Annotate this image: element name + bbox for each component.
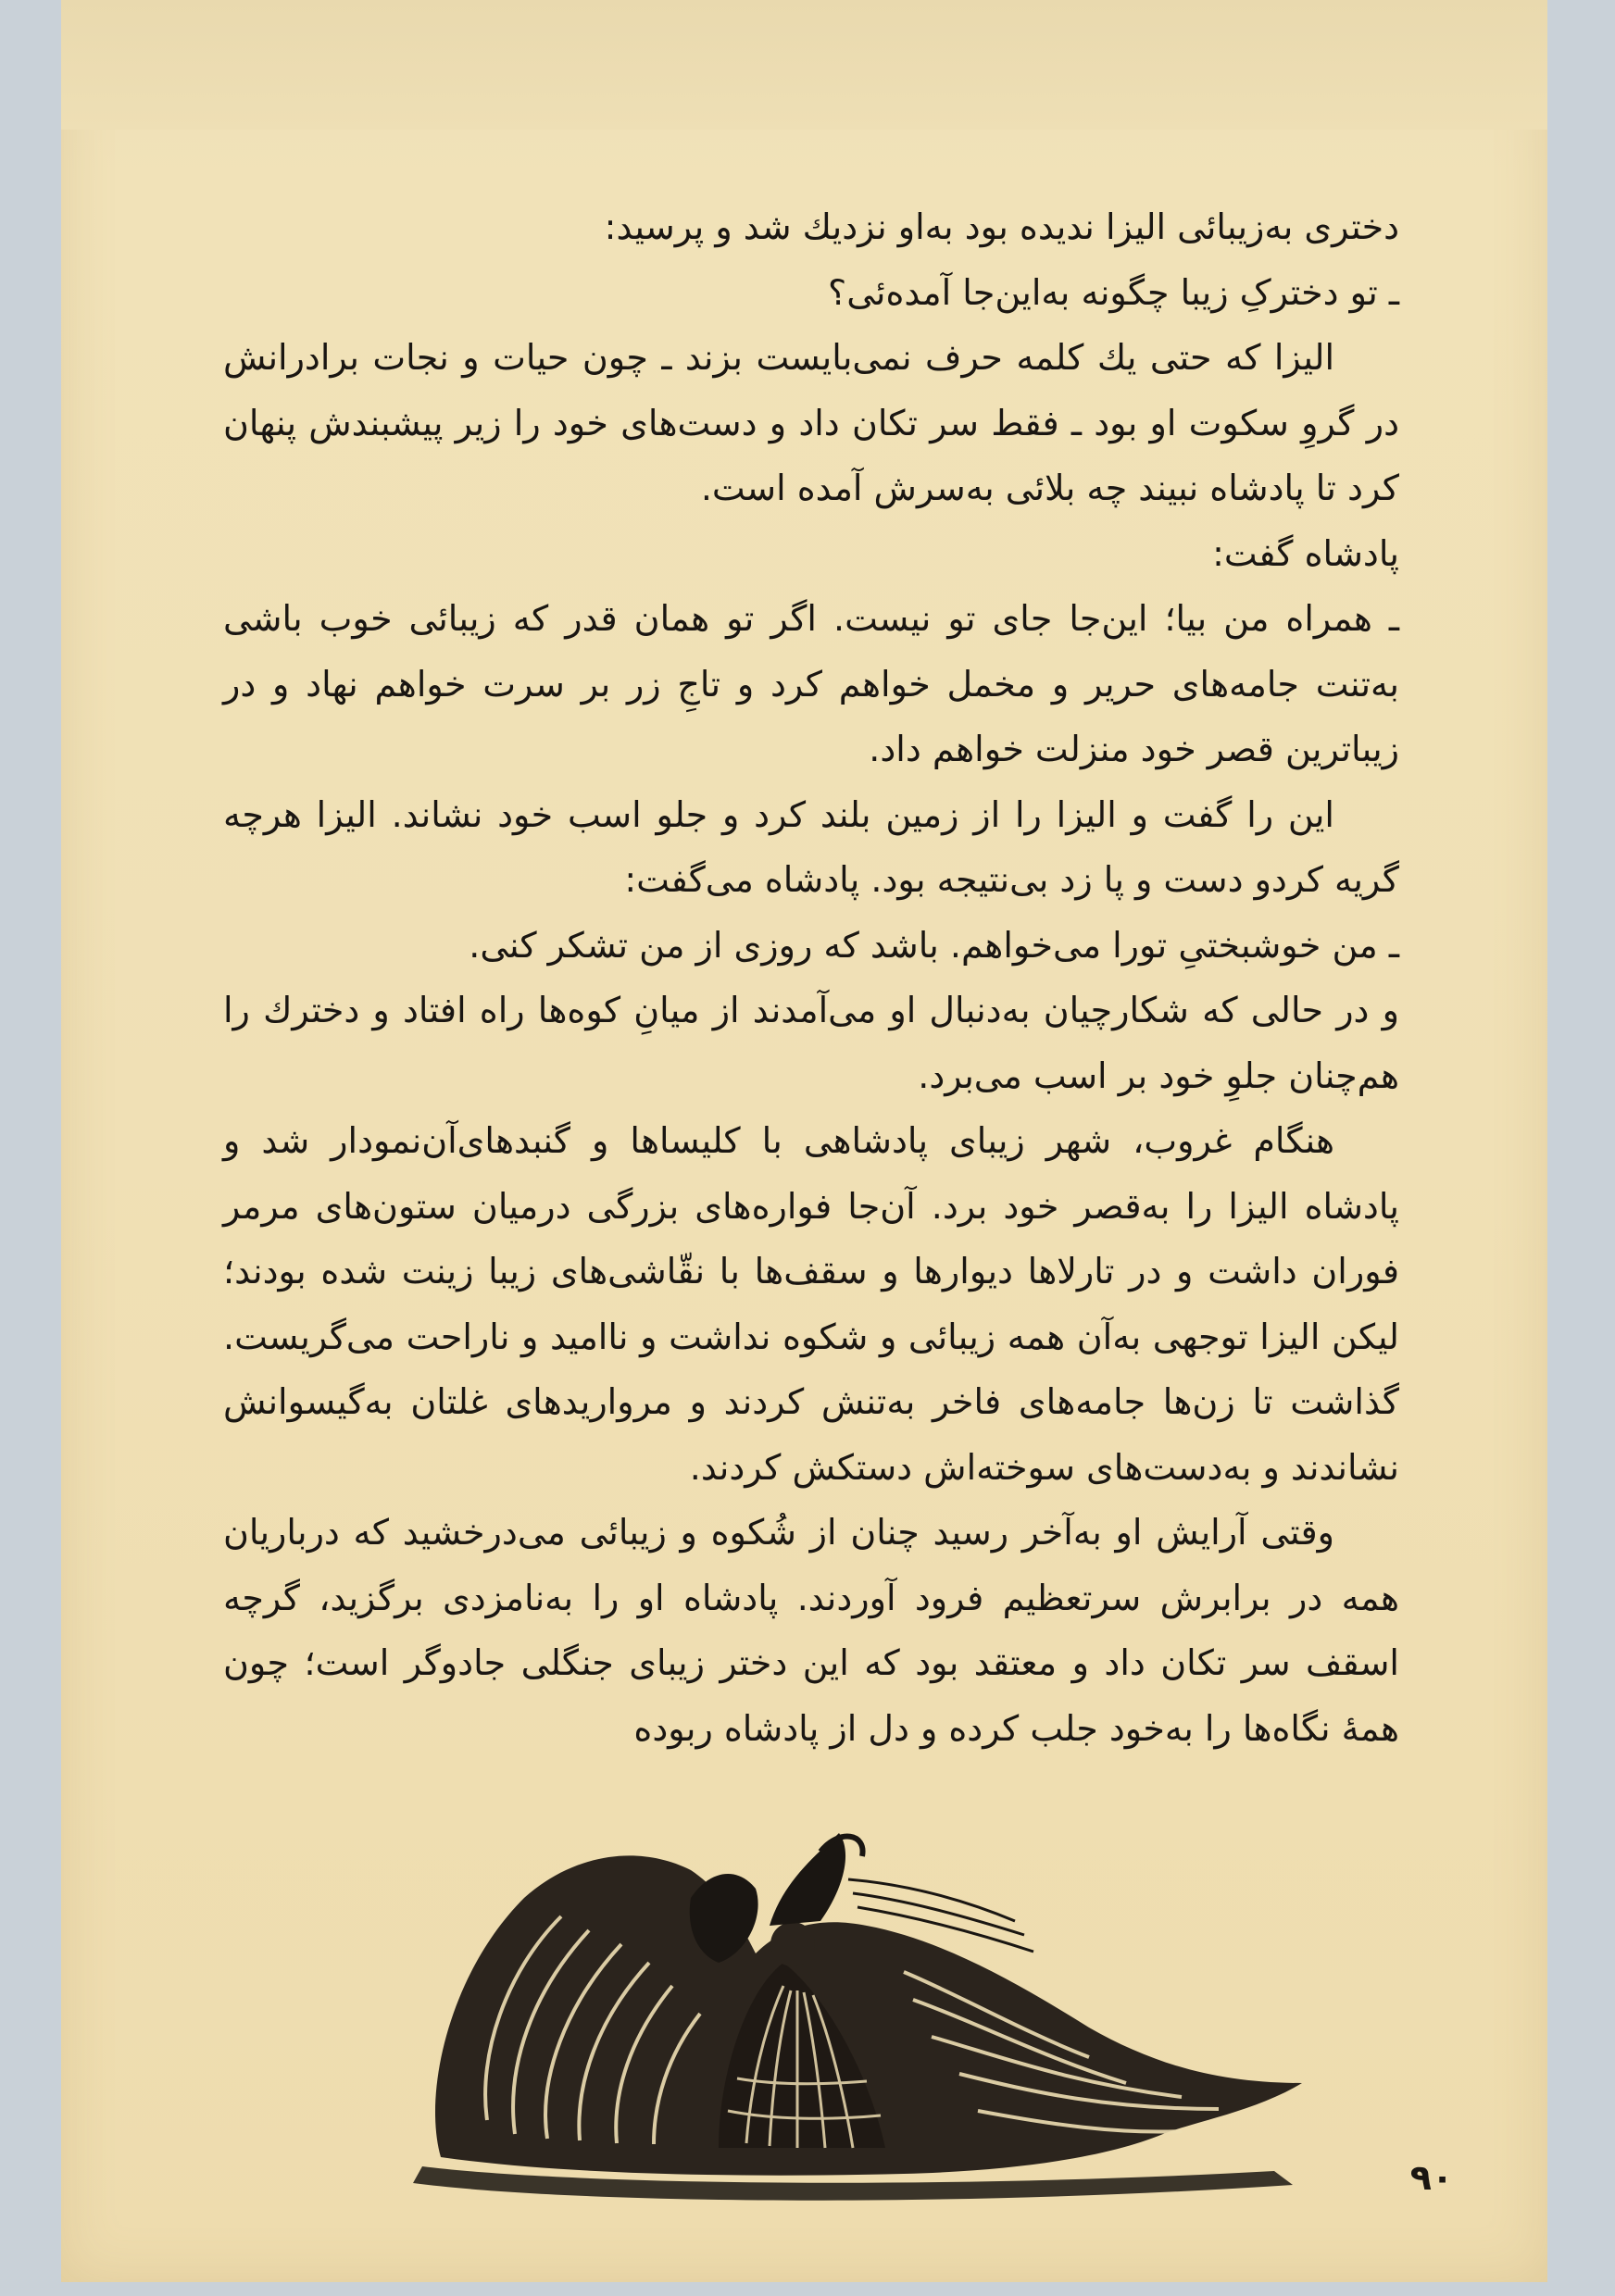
- paragraph-9: هنگام غروب، شهر زیبای پادشاهی با کلیساها و گنبدهای‌آن‌نمودار شد و پادشاه الیزا را به‌قصر خود برد. آن‌جا فواره‌های بزرگی درمیان ستون‌های مرمر فوران داشت و در تارلاها دیوارها و سقف‌ها با نقّاشی‌های زیبا زینت شده بودند؛ لیکن الیزا توجهی به‌آن همه زیبائی و شکوه نداشت و ناامید و ناراحت می‌گریست. گذاشت تا زن‌ها جامه‌های فاخر به‌تنش کردند و مرواریدهای غلتان به‌گیسوانش نشاندند و به‌دست‌های سوخته‌اش دستکش کردند.: [223, 1120, 1399, 1488]
- paragraph-10: وقتی آرایش او به‌آخر رسید چنان از شُکوه و زیبائی می‌درخشید که درباریان همه در برابرش سرتعظیم فرود آوردند. پادشاه او را به‌نامزدی برگزید، گرچه اسقف سر تکان داد و معتقد بود که این دختر زیبای جنگلی جادوگر است؛ چون همهٔ نگاه‌ها را به‌خود جلب کرده و دل از پادشاه ربوده: [223, 1512, 1399, 1749]
- paragraph-2: ـ تو دخترکِ زیبا چگونه به‌این‌جا آمده‌ئی؟: [828, 271, 1399, 313]
- woodcut-rider-with-girl-icon: [385, 1815, 1339, 2213]
- paragraph-5: ـ همراه من بیا؛ این‌جا جای تو نیست. اگر تو همان قدر که زیبائی خوب باشی به‌تنت جامه‌های حریر و مخمل خواهم کرد و تاجِ زر بر سرت خواهم نهاد و در زیباترین قصر خود منزلت خواهم داد.: [223, 598, 1399, 769]
- page-number: ۹۰: [1409, 2157, 1454, 2198]
- body-text: [223, 194, 1399, 1761]
- page-top-band: [61, 0, 1547, 130]
- paragraph-1: دختری به‌زیبائی الیزا ندیده بود به‌او نزدیك شد و پرسید:: [604, 206, 1399, 247]
- paragraph-6: این را گفت و الیزا را از زمین بلند کرد و جلو اسب خود نشاند. الیزا هرچه گریه کردو دست و پا زد بی‌نتیجه بود. پادشاه می‌گفت:: [223, 793, 1399, 900]
- paragraph-4: پادشاه گفت:: [1212, 532, 1399, 574]
- paragraph-3: الیزا که حتی یك کلمه حرف نمی‌بایست بزند ـ چون حیات و نجات برادرانش در گروِ سکوت او بود ـ فقط سر تکان داد و دست‌های خود را زیر پیشبندش پنهان کرد تا پادشاه نبیند چه بلائی به‌سرش آمده است.: [223, 337, 1399, 508]
- paragraph-7: ـ من خوشبختیِ تورا می‌خواهم. باشد که روزی از من تشکر کنی.: [469, 924, 1399, 966]
- paragraph-8: و در حالی که شکارچیان به‌دنبال او می‌آمدند از میانِ کوه‌ها راه افتاد و دخترك را هم‌چنان جلوِ خود بر اسب می‌برد.: [223, 990, 1399, 1096]
- book-page: [61, 0, 1547, 2282]
